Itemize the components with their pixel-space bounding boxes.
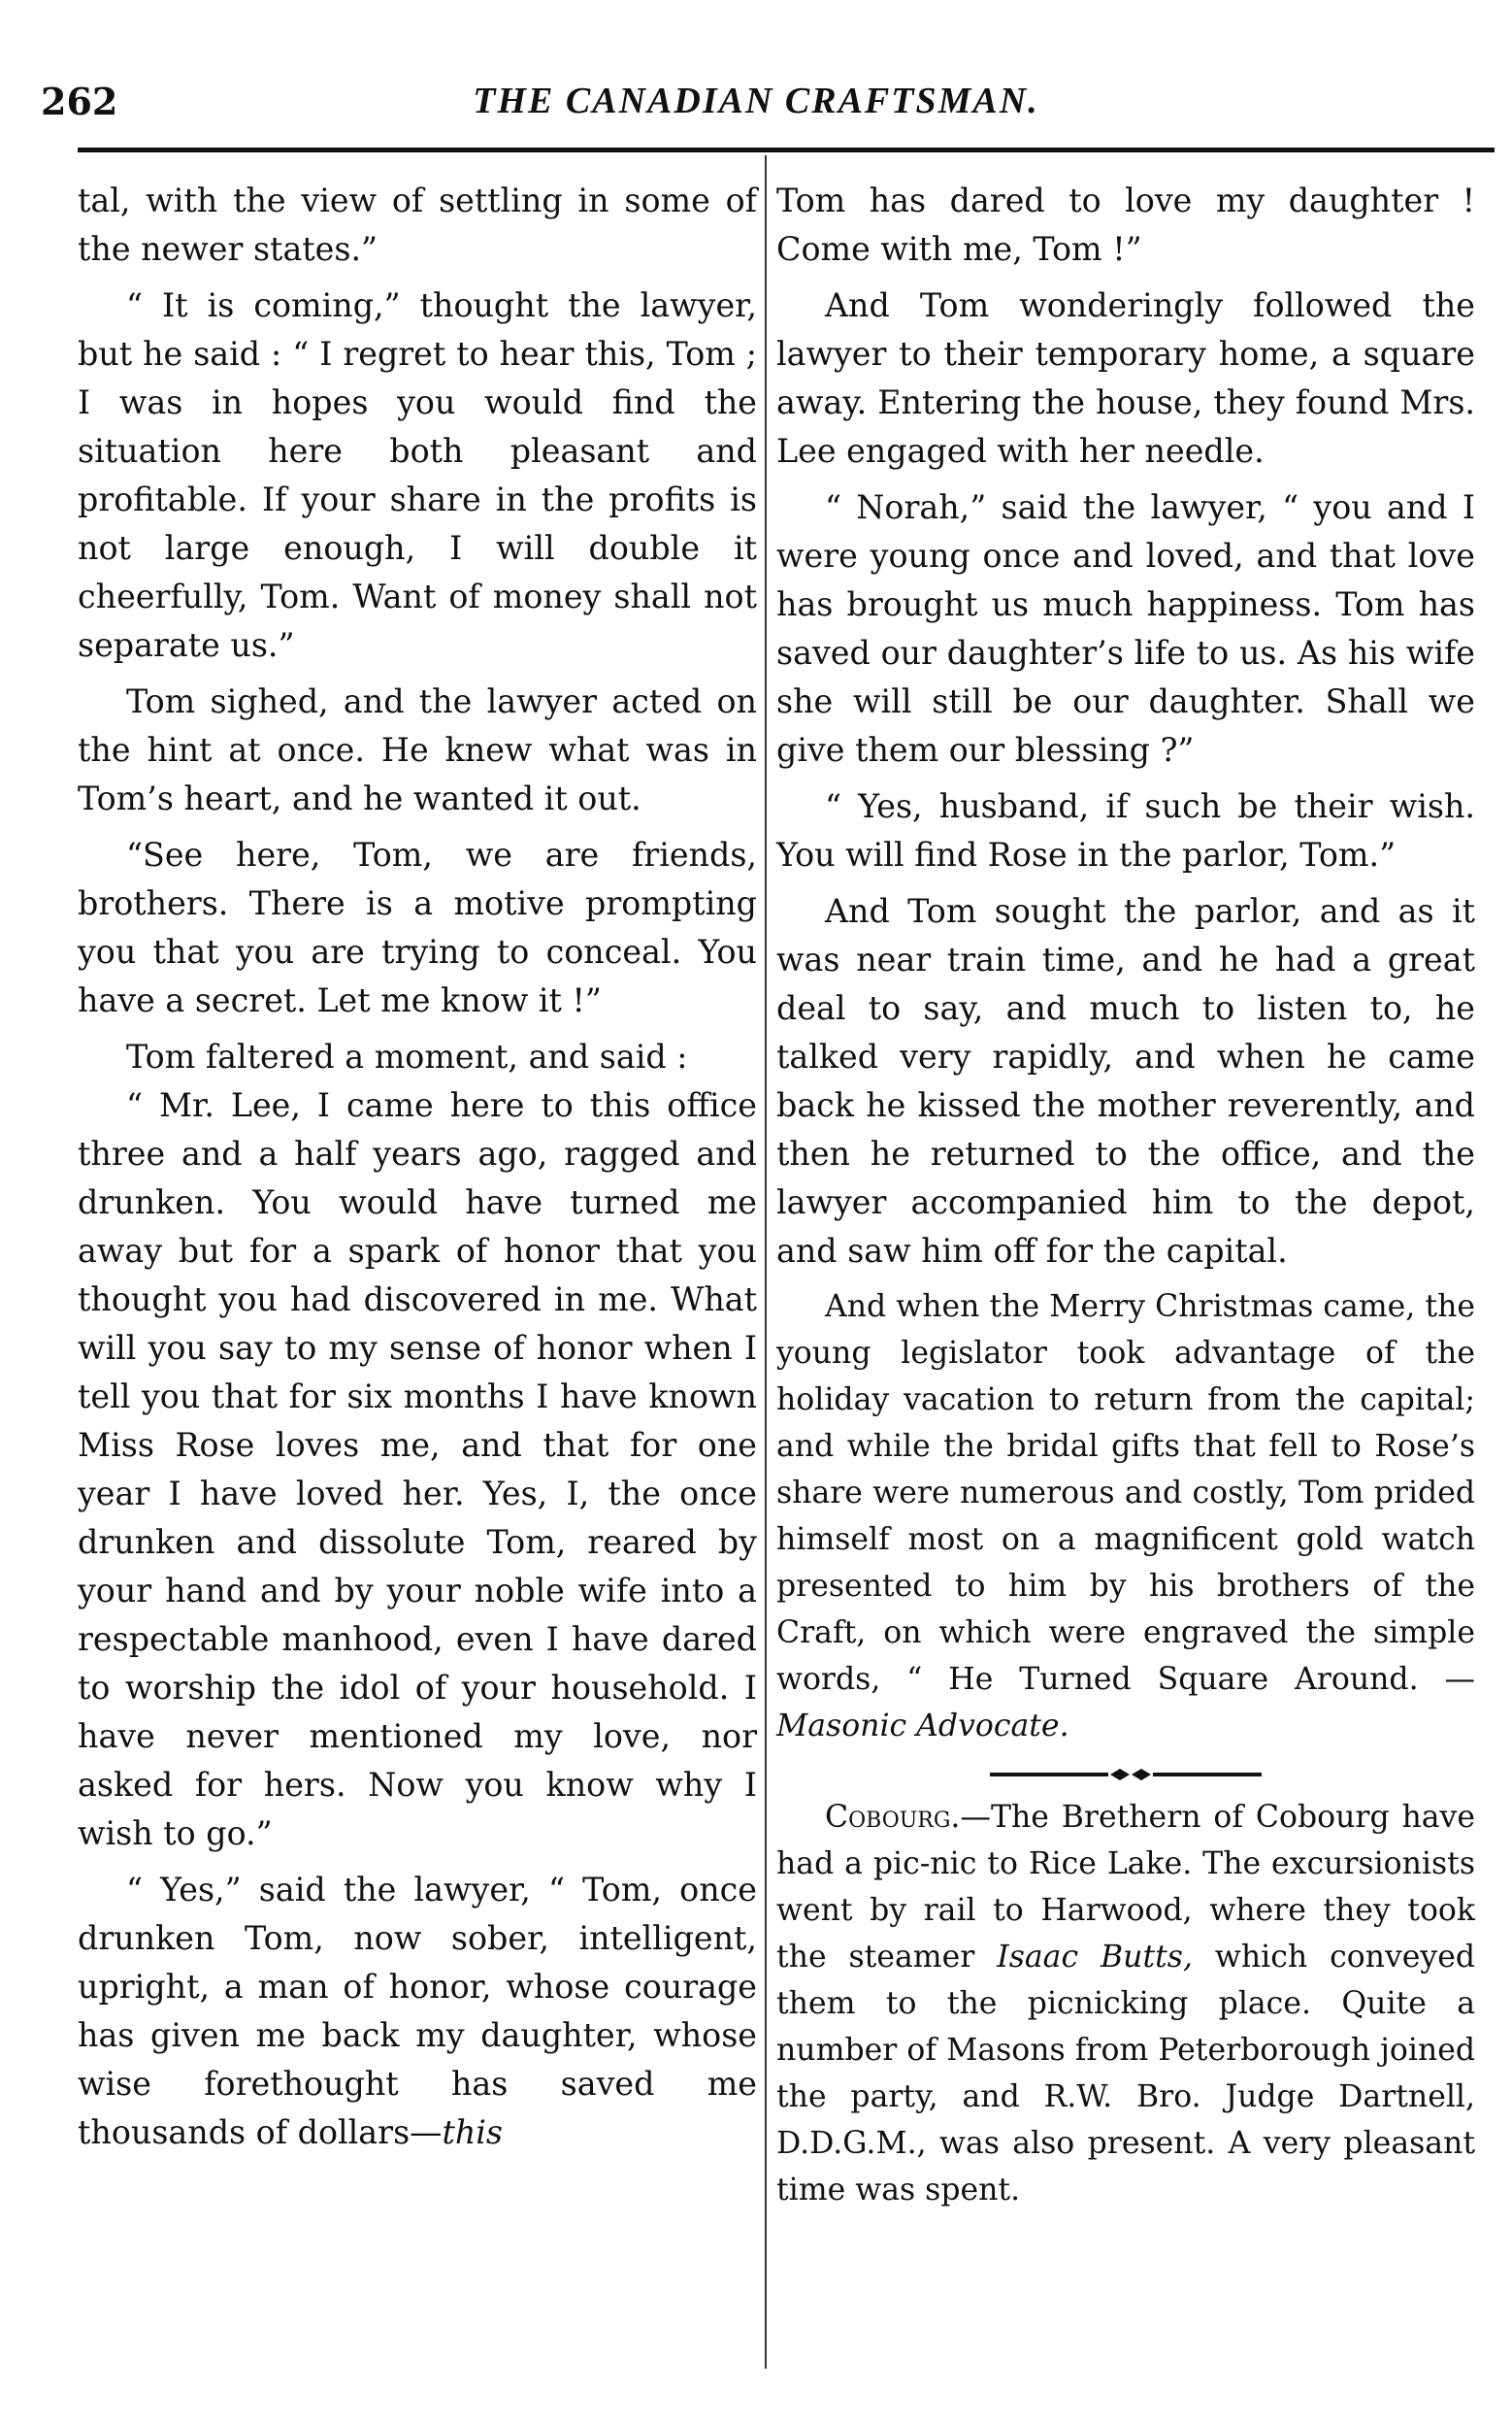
right-paragraph-6-text: And when the Merry Christmas came, the young legislator took advantage of the holiday vacation to return from the capital; and while the bridal gifts that fell to Rose’s share were numerous and costly, Tom prided himself most on a magnificent gold watch presented to him by his brothers of the Craft, on which were engraved the simple words, “ He Turned Square Around. —	[776, 1289, 1475, 1697]
running-head: THE CANADIAN CRAFTSMAN.	[473, 81, 1039, 121]
right-paragraph-4: “ Yes, husband, if such be their wish. You will find Rose in the parlor, Tom.”	[776, 787, 1475, 874]
right-paragraph-6	[776, 1283, 1475, 1749]
news-item-place: Cobourg.	[825, 1800, 961, 1835]
right-paragraph-1: Tom has dared to love my daughter ! Come with me, Tom !”	[776, 182, 1475, 268]
left-paragraph-7-italic: this	[442, 2113, 504, 2151]
article-source: Masonic Advocate.	[776, 1709, 1069, 1743]
left-paragraph-2: “ It is coming,” thought the lawyer, but he said : “ I regret to hear this, Tom ; I was in hopes you would find the situation here both pleasant and profitable. If your share in the profits is not large enough, I will double it cheerfully, Tom. Want of money shall not separate us.”	[78, 286, 757, 664]
page-number: 262	[41, 80, 118, 123]
left-paragraph-1: tal, with the view of settling in some of the newer states.”	[78, 182, 757, 268]
left-paragraph-7-text: “ Yes,” said the lawyer, “ Tom, once drunken Tom, now sober, intelligent, upright, a man of honor, whose courage has given me back my daughter, whose wise forethought has saved me thousands of dollars—	[78, 1871, 757, 2151]
news-item-text-a: —The Brethern of Cobourg have had a pic-nic to Rice Lake. The excursionists went by rail to Harwood, where they took the steamer	[776, 1800, 1475, 1975]
steamer-name: Isaac Butts,	[997, 1940, 1193, 1975]
right-column	[776, 177, 1475, 2213]
right-paragraph-2: And Tom wonderingly followed the lawyer to their temporary home, a square away. Entering the house, they found Mrs. Lee engaged with her needle.	[776, 286, 1475, 470]
left-paragraph-5: Tom faltered a moment, and said :	[126, 1038, 688, 1076]
section-divider	[990, 1765, 1262, 1784]
left-paragraph-4: “See here, Tom, we are friends, brothers. There is a motive prompting you that you are trying to conceal. You have a secret. Let me know it !”	[78, 836, 757, 1019]
right-paragraph-5: And Tom sought the parlor, and as it was near train time, and he had a great deal to say, and much to listen to, he talked very rapidly, and when he came back he kissed the mother reverently, and then he returned to the office, and the lawyer accompanied him to the depot, and saw him off for the capital.	[776, 892, 1475, 1270]
left-paragraph-6: “ Mr. Lee, I came here to this office three and a half years ago, ragged and drunken. You would have turned me away but for a spark of honor that you thought you had discovered in me. What will you say to my sense of honor when I tell you that for six months I have known Miss Rose loves me, and that for one year I have loved her. Yes, I, the once drunken and dissolute Tom, reared by your hand and by your noble wife into a respectable manhood, even I have dared to worship the idol of your household. I have never mentioned my love, nor asked for hers. Now you know why I wish to go.”	[78, 1086, 757, 1852]
column-rule	[765, 155, 767, 2369]
news-item-cobourg	[776, 1794, 1475, 2213]
left-column	[78, 177, 757, 2157]
left-paragraph-7	[78, 1866, 757, 2157]
right-paragraph-3: “ Norah,” said the lawyer, “ you and I were young once and loved, and that love has brought us much happiness. Tom has saved our daughter’s life to us. As his wife she will still be our daughter. Shall we give them our blessing ?”	[776, 488, 1475, 769]
news-item-text-b: which conveyed them to the picnicking place. Quite a number of Masons from Peterborough joined the party, and R.W. Bro. Judge Dartnell, D.D.G.M., was also present. A very pleasant time was spent.	[776, 1940, 1476, 2207]
header-rule	[78, 148, 1495, 152]
left-paragraph-3: Tom sighed, and the lawyer acted on the hint at once. He knew what was in Tom’s heart, and he wanted it out.	[78, 682, 757, 817]
